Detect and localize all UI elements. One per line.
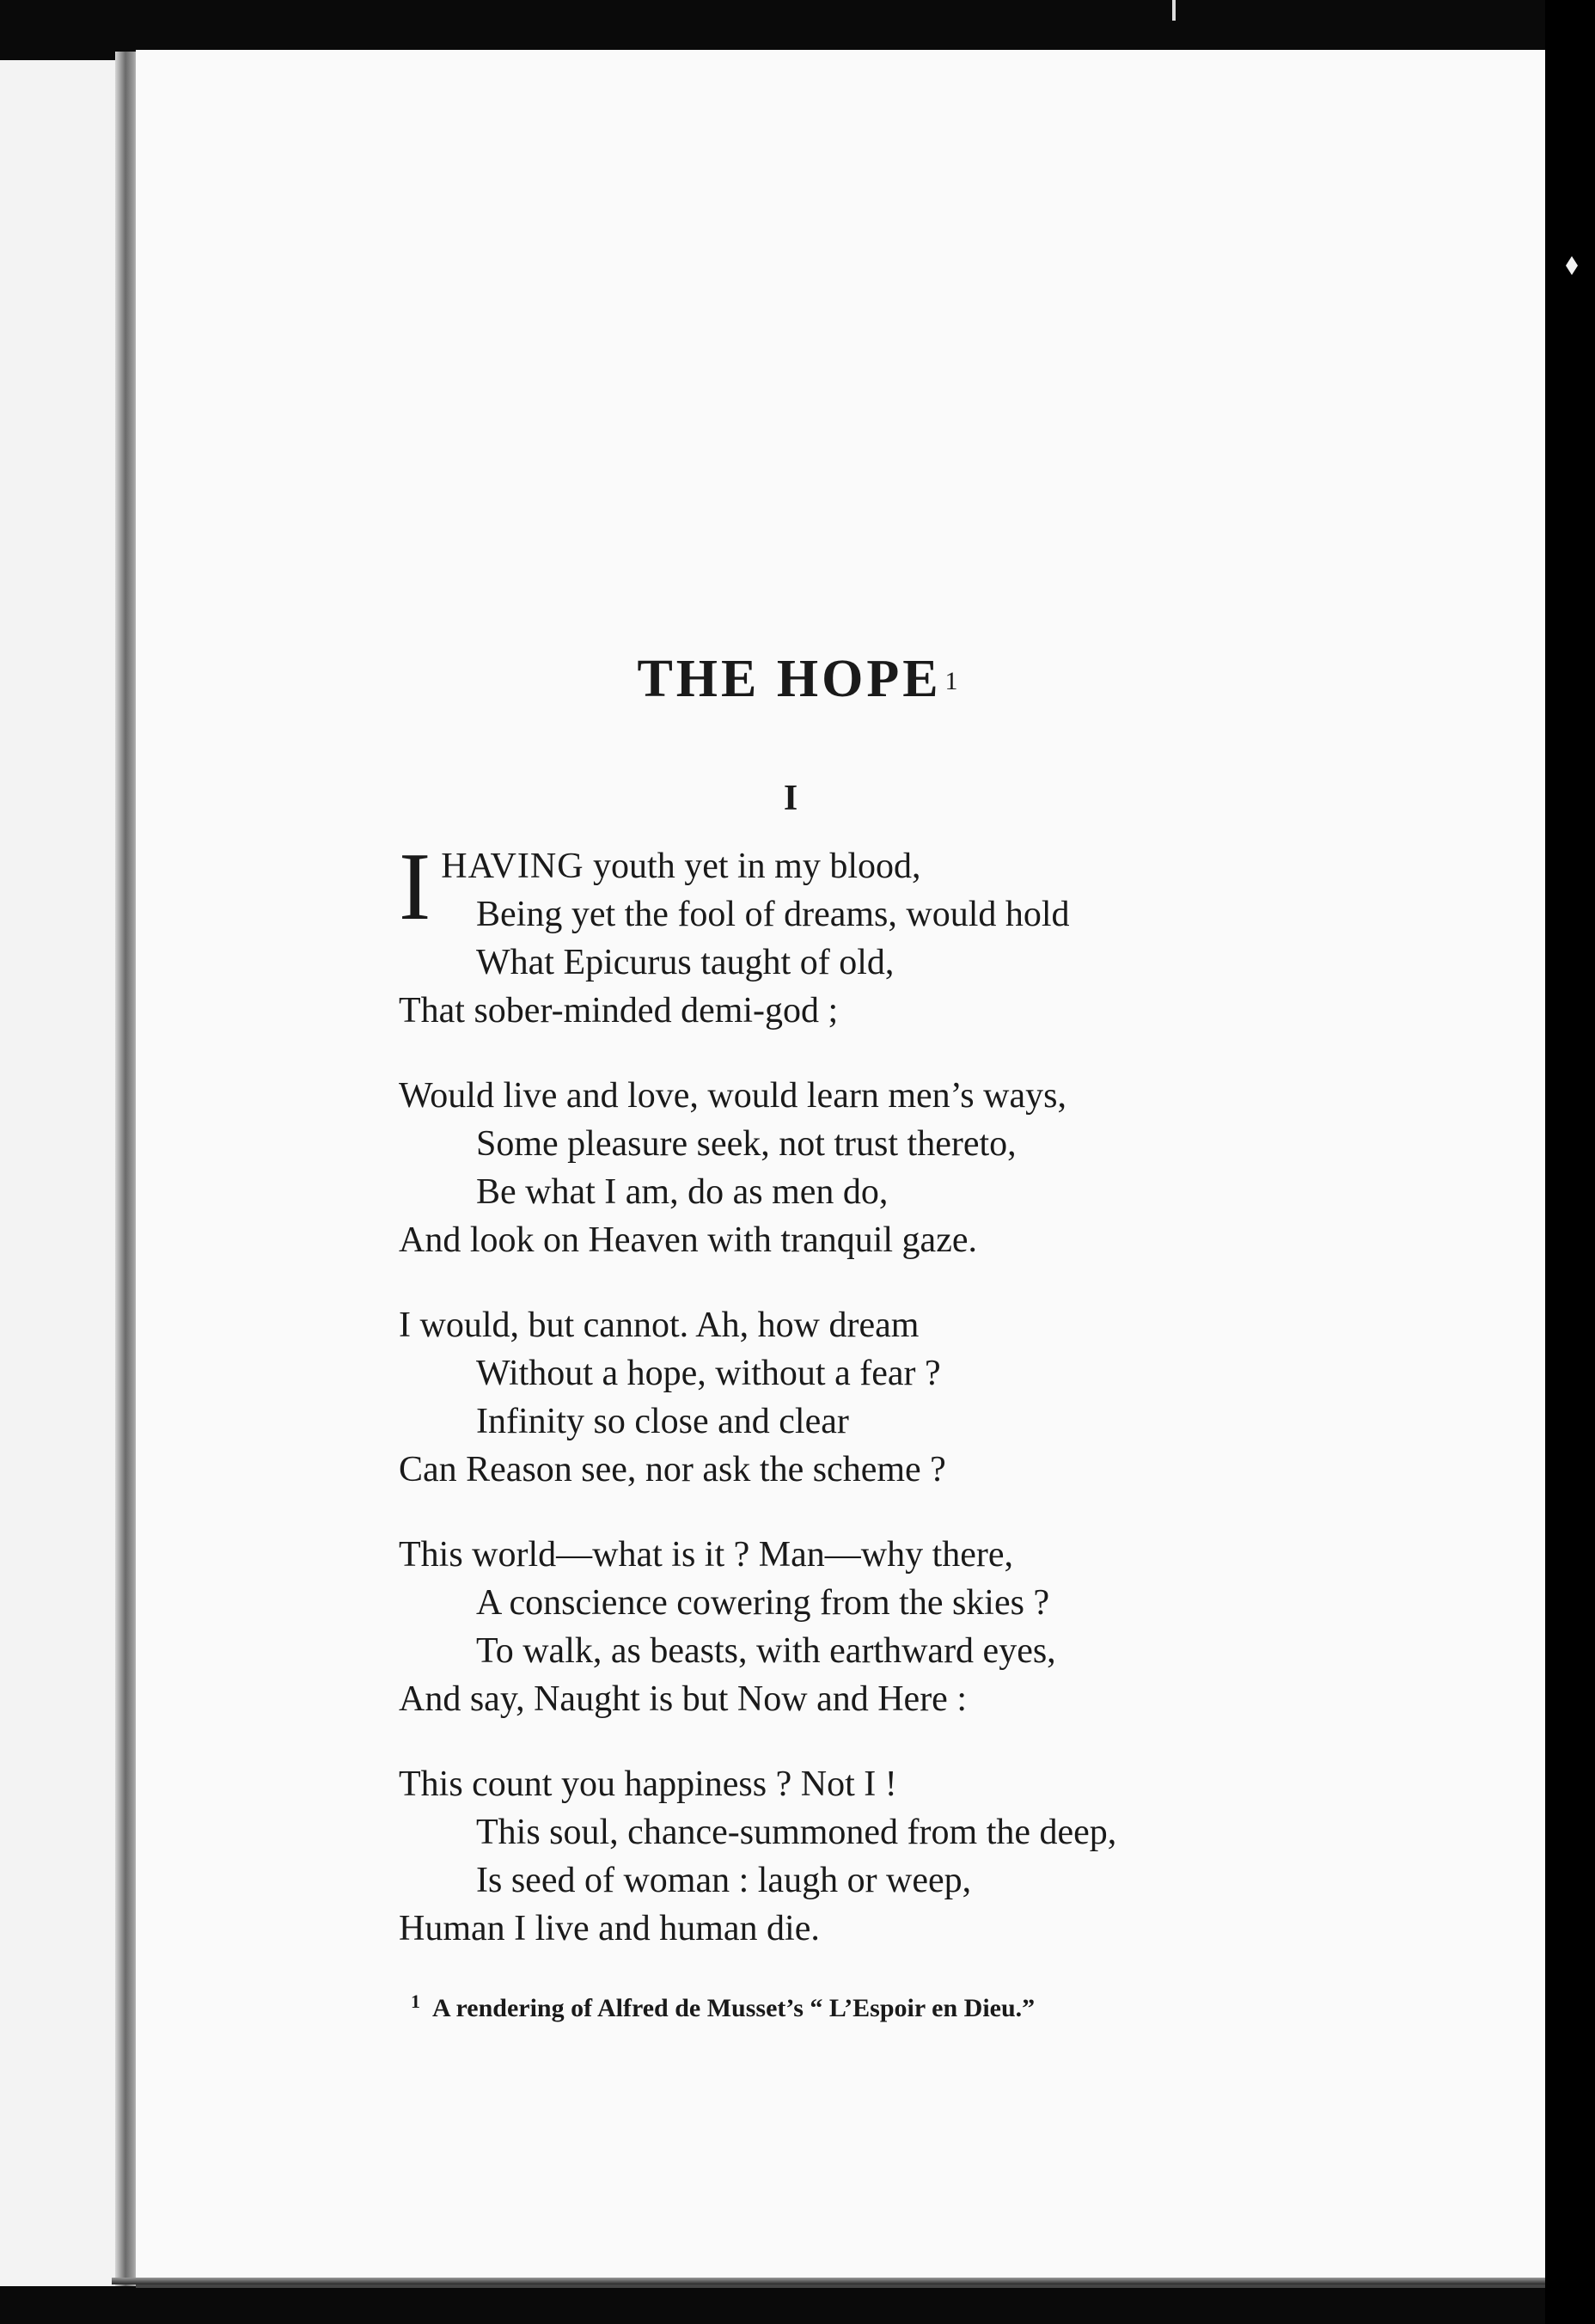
scan-mark-tick-icon: [1172, 0, 1176, 21]
poem-line: Would live and love, would learn men’s ways,: [399, 1076, 1066, 1116]
poem-line: And say, Naught is but Now and Here :: [399, 1679, 967, 1719]
poem-line: Without a hope, without a fear ?: [476, 1354, 941, 1393]
poem-line: This count you happiness ? Not I !: [399, 1764, 897, 1804]
title-footnote-marker: 1: [944, 667, 958, 695]
scan-right-margin: [1545, 0, 1595, 2324]
poem-line: What Epicurus taught of old,: [476, 943, 895, 982]
facing-page-edge: [0, 60, 129, 2286]
poem-line: That sober-minded demi-god ;: [399, 991, 839, 1031]
poem-line: A conscience cowering from the skies ?: [476, 1583, 1050, 1623]
footnote: [411, 1991, 1356, 2023]
drop-cap: I: [399, 834, 431, 940]
poem-line: Some pleasure seek, not trust thereto,: [476, 1124, 1017, 1164]
poem-body: [399, 834, 1258, 1990]
first-line-rest: youth yet in my blood,: [584, 847, 921, 886]
poem-line: Infinity so close and clear: [476, 1402, 849, 1441]
poem-line: This world—what is it ? Man—why there,: [399, 1535, 1014, 1575]
poem-line: Can Reason see, nor ask the scheme ?: [399, 1450, 946, 1489]
section-number: I: [783, 779, 798, 818]
poem-line: This soul, chance-summoned from the deep,: [476, 1813, 1117, 1852]
stanza-5: [399, 1760, 1258, 1953]
poem-line: I would, but cannot. Ah, how dream: [399, 1306, 920, 1345]
first-word-caps: HAVING: [441, 847, 584, 886]
poem-line: Is seed of woman : laugh or weep,: [476, 1861, 972, 1900]
stanza-4: [399, 1531, 1258, 1723]
footnote-text: A rendering of Alfred de Musset’s “ L’Espoir en Dieu.”: [432, 1994, 1036, 2022]
stanza-1: [399, 834, 1258, 1035]
poem-title: [0, 649, 1595, 710]
stanza-3: [399, 1301, 1258, 1494]
stanza-2: [399, 1072, 1258, 1264]
footnote-marker: 1: [411, 1991, 420, 2012]
poem-line: And look on Heaven with tranquil gaze.: [399, 1220, 977, 1260]
poem-line: Be what I am, do as men do,: [476, 1172, 889, 1212]
page-bottom-edge: [112, 2278, 1547, 2284]
poem-line: To walk, as beasts, with earthward eyes,: [476, 1631, 1056, 1671]
poem-line: Being yet the fool of dreams, would hold: [476, 895, 1070, 934]
poem-title-text: THE HOPE: [637, 650, 942, 708]
poem-line: Human I live and human die.: [399, 1909, 820, 1948]
